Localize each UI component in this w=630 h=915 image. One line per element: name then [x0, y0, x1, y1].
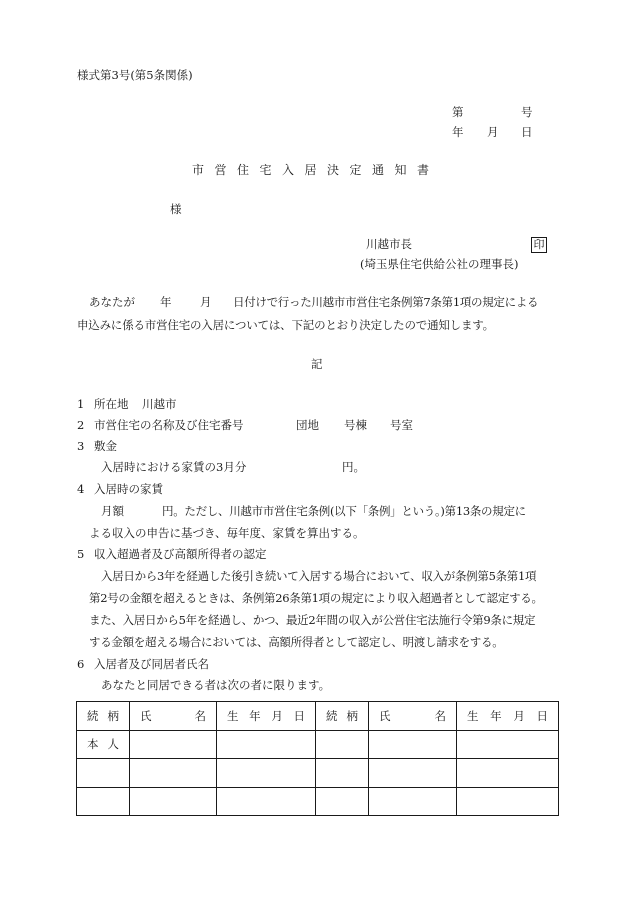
- table-cell[interactable]: [130, 787, 217, 816]
- item-6-detail: あなたと同居できる者は次の者に限ります。: [101, 678, 331, 692]
- document-title: 市営住宅入居決定通知書: [192, 163, 440, 177]
- intro-d: 日付けで行った川越市市営住宅条例第7条第1項の規定による: [233, 295, 539, 309]
- item-2-label: 市営住宅の名称及び住宅番号: [94, 418, 244, 432]
- table-cell[interactable]: [217, 759, 316, 788]
- table-cell[interactable]: [217, 730, 316, 759]
- item-4-line1: 円。ただし、川越市市営住宅条例(以下「条例」という。)第13条の規定に: [162, 504, 526, 518]
- item-3-unit: 円。: [342, 460, 365, 474]
- item-3-number: 3: [77, 439, 85, 453]
- item-4-monthly: 月額: [101, 504, 124, 518]
- occupants-table: [76, 701, 559, 816]
- item-2-goshitsu: 号室: [390, 418, 413, 432]
- table-cell[interactable]: [316, 787, 369, 816]
- header-name-2: 氏 名: [369, 702, 457, 731]
- table-cell[interactable]: [130, 730, 217, 759]
- addressee-suffix: 様: [170, 202, 182, 216]
- date-month: 月: [487, 125, 499, 139]
- table-row: [77, 787, 559, 816]
- issuer: 川越市長: [366, 237, 412, 251]
- form-label: 様式第3号(第5条関係): [77, 68, 193, 82]
- table-cell[interactable]: [457, 759, 559, 788]
- table-header-row: [77, 702, 559, 731]
- item-5-label: 収入超過者及び高額所得者の認定: [94, 547, 267, 561]
- header-birthdate-2: 生 年 月 日: [457, 702, 559, 731]
- ki-heading: 記: [311, 357, 323, 371]
- item-2-danchi: 団地: [296, 418, 319, 432]
- table-cell[interactable]: [316, 759, 369, 788]
- table-cell[interactable]: [316, 730, 369, 759]
- item-2-goto: 号棟: [344, 418, 367, 432]
- relation-self: 本 人: [77, 730, 130, 759]
- table-cell[interactable]: [369, 787, 457, 816]
- issuer-note: (埼玉県住宅供給公社の理事長): [360, 257, 519, 271]
- item-1-number: 1: [77, 397, 85, 411]
- header-birthdate: 生 年 月 日: [217, 702, 316, 731]
- table-cell[interactable]: [457, 730, 559, 759]
- intro-year: 年: [160, 295, 172, 309]
- item-2-number: 2: [77, 418, 85, 432]
- item-6-label: 入居者及び同居者氏名: [94, 657, 209, 671]
- item-3-detail: 入居時における家賃の3月分: [101, 460, 247, 474]
- intro-month: 月: [200, 295, 212, 309]
- item-5-line1: 入居日から3年を経過した後引き続いて入居する場合において、収入が条例第5条第1項: [101, 569, 537, 583]
- intro-line2: 申込みに係る市営住宅の入居については、下記のとおり決定したので通知します。: [77, 318, 494, 332]
- item-4-line2: よる収入の申告に基づき、毎年度、家賃を算出する。: [89, 526, 365, 540]
- date-day: 日: [521, 125, 533, 139]
- header-name: 氏 名: [130, 702, 217, 731]
- table-cell[interactable]: [457, 787, 559, 816]
- item-1-label: 所在地: [94, 397, 129, 411]
- table-cell[interactable]: [369, 759, 457, 788]
- table-cell[interactable]: [77, 759, 130, 788]
- table-cell[interactable]: [369, 730, 457, 759]
- number-label: 第: [452, 105, 464, 119]
- item-4-number: 4: [77, 482, 85, 496]
- item-6-number: 6: [77, 657, 85, 671]
- intro-a: あなたが: [89, 295, 135, 309]
- header-relation-2: 続 柄: [316, 702, 369, 731]
- table-cell[interactable]: [77, 787, 130, 816]
- table-cell[interactable]: [217, 787, 316, 816]
- date-year: 年: [452, 125, 464, 139]
- seal-mark: 印: [531, 237, 547, 253]
- item-5-line4: する金額を超える場合においては、高額所得者として認定し、明渡し請求をする。: [89, 635, 504, 649]
- item-5-line2: 第2号の金額を超えるときは、条例第26条第1項の規定により収入超過者として認定する。: [89, 591, 543, 605]
- item-3-label: 敷金: [94, 439, 117, 453]
- item-5-line3: また、入居日から5年を経過し、かつ、最近2年間の収入が公営住宅法施行令第9条に規定: [89, 613, 536, 627]
- header-relation: 続 柄: [77, 702, 130, 731]
- item-5-number: 5: [77, 547, 85, 561]
- item-1-value: 川越市: [142, 397, 177, 411]
- number-suffix: 号: [521, 105, 533, 119]
- table-row: [77, 759, 559, 788]
- table-row: [77, 730, 559, 759]
- table-cell[interactable]: [130, 759, 217, 788]
- item-4-label: 入居時の家賃: [94, 482, 163, 496]
